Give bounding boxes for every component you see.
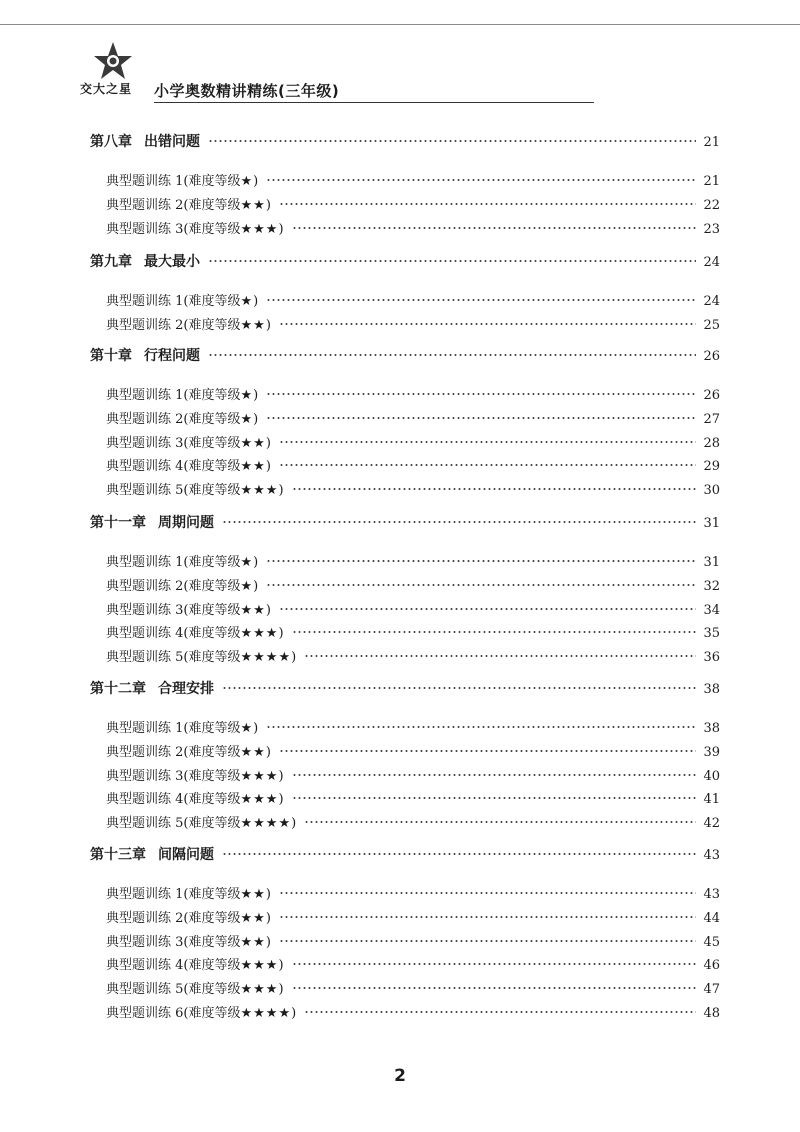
difficulty-stars: ★★ <box>240 603 266 618</box>
dot-leader <box>266 584 696 586</box>
exercise-entry[interactable] <box>106 622 720 641</box>
exercise-entry[interactable] <box>106 978 720 997</box>
difficulty-label: 难度等级 <box>188 935 241 950</box>
chapter-entry[interactable] <box>90 844 720 864</box>
dot-leader <box>292 774 696 776</box>
dot-leader <box>292 797 696 799</box>
exercise-label: 典型题训练 5( <box>106 816 189 831</box>
exercise-page: 25 <box>703 318 720 333</box>
top-rule <box>0 24 800 25</box>
dot-leader <box>266 726 696 728</box>
exercise-close-paren: ) <box>253 294 259 309</box>
exercise-entry[interactable] <box>106 575 720 594</box>
exercise-page: 30 <box>703 483 720 498</box>
exercise-close-paren: ) <box>291 650 297 665</box>
chapter-number: 第九章 <box>90 254 132 270</box>
chapter-number: 第十一章 <box>90 515 146 531</box>
difficulty-label: 难度等级 <box>188 459 241 474</box>
exercise-close-paren: ) <box>278 626 284 641</box>
difficulty-label: 难度等级 <box>188 603 241 618</box>
chapter-title: 周期问题 <box>158 515 214 531</box>
dot-leader <box>304 1011 696 1013</box>
dot-leader <box>279 940 696 942</box>
page-header <box>78 40 518 104</box>
exercise-label: 典型题训练 1( <box>106 887 189 902</box>
exercise-entry[interactable] <box>106 907 720 926</box>
difficulty-label: 难度等级 <box>188 769 241 784</box>
exercise-entry[interactable] <box>106 479 720 498</box>
exercise-close-paren: ) <box>265 745 271 760</box>
dot-leader <box>266 299 696 301</box>
difficulty-label: 难度等级 <box>188 721 241 736</box>
exercise-close-paren: ) <box>278 792 284 807</box>
chapter-page: 24 <box>703 255 720 270</box>
chapter-number: 第八章 <box>90 134 132 150</box>
difficulty-stars: ★ <box>240 721 254 736</box>
page-number: 2 <box>394 1066 406 1086</box>
exercise-entry[interactable] <box>106 384 720 403</box>
difficulty-stars: ★★★★ <box>240 816 292 831</box>
exercise-close-paren: ) <box>253 388 259 403</box>
chapter-entry[interactable] <box>90 251 720 271</box>
exercise-page: 41 <box>703 792 720 807</box>
chapter-entry[interactable] <box>90 345 720 365</box>
exercise-close-paren: ) <box>265 911 271 926</box>
exercise-entry[interactable] <box>106 1002 720 1021</box>
exercise-entry[interactable] <box>106 170 720 189</box>
exercise-label: 典型题训练 1( <box>106 721 189 736</box>
exercise-page: 32 <box>703 579 720 594</box>
exercise-label: 典型题训练 3( <box>106 935 189 950</box>
exercise-label: 典型题训练 4( <box>106 626 189 641</box>
exercise-page: 22 <box>703 198 720 213</box>
chapter-number: 第十章 <box>90 348 132 364</box>
exercise-entry[interactable] <box>106 194 720 213</box>
exercise-page: 24 <box>703 294 720 309</box>
dot-leader <box>304 821 696 823</box>
difficulty-label: 难度等级 <box>188 294 241 309</box>
exercise-label: 典型题训练 3( <box>106 436 189 451</box>
exercise-close-paren: ) <box>278 769 284 784</box>
chapter-title: 合理安排 <box>158 681 214 697</box>
exercise-label: 典型题训练 3( <box>106 222 189 237</box>
difficulty-stars: ★ <box>240 555 254 570</box>
chapter-title: 间隔问题 <box>158 847 214 863</box>
exercise-page: 27 <box>703 412 720 427</box>
dot-leader <box>292 227 696 229</box>
exercise-entry[interactable] <box>106 765 720 784</box>
exercise-label: 典型题训练 2( <box>106 911 189 926</box>
chapter-page: 38 <box>703 682 720 697</box>
difficulty-label: 难度等级 <box>188 792 241 807</box>
exercise-close-paren: ) <box>291 1006 297 1021</box>
brand-name: 交大之星 <box>80 82 133 96</box>
difficulty-stars: ★★ <box>240 436 266 451</box>
exercise-entry[interactable] <box>106 812 720 831</box>
exercise-label: 典型题训练 1( <box>106 174 189 189</box>
exercise-close-paren: ) <box>253 555 259 570</box>
difficulty-label: 难度等级 <box>188 222 241 237</box>
exercise-page: 29 <box>703 459 720 474</box>
difficulty-stars: ★★★ <box>240 222 279 237</box>
exercise-page: 26 <box>703 388 720 403</box>
difficulty-stars: ★★★ <box>240 483 279 498</box>
dot-leader <box>292 488 696 490</box>
exercise-label: 典型题训练 2( <box>106 198 189 213</box>
exercise-close-paren: ) <box>265 198 271 213</box>
chapter-title: 出错问题 <box>144 134 200 150</box>
dot-leader <box>292 631 696 633</box>
dot-leader <box>279 892 696 894</box>
difficulty-label: 难度等级 <box>188 1006 241 1021</box>
exercise-page: 34 <box>703 603 720 618</box>
dot-leader <box>222 853 696 855</box>
exercise-label: 典型题训练 2( <box>106 318 189 333</box>
exercise-page: 23 <box>703 222 720 237</box>
exercise-page: 46 <box>703 958 720 973</box>
exercise-close-paren: ) <box>265 935 271 950</box>
difficulty-label: 难度等级 <box>188 483 241 498</box>
exercise-page: 45 <box>703 935 720 950</box>
exercise-label: 典型题训练 3( <box>106 603 189 618</box>
exercise-entry[interactable] <box>106 455 720 474</box>
exercise-label: 典型题训练 5( <box>106 650 189 665</box>
star-logo-icon <box>92 40 134 82</box>
header-rule <box>154 102 594 103</box>
book-title: 小学奥数精讲精练(三年级) <box>154 82 340 100</box>
difficulty-stars: ★★★★ <box>240 1006 292 1021</box>
dot-leader <box>222 521 696 523</box>
dot-leader <box>266 560 696 562</box>
exercise-entry[interactable] <box>106 954 720 973</box>
exercise-page: 39 <box>703 745 720 760</box>
chapter-number: 第十三章 <box>90 847 146 863</box>
exercise-label: 典型题训练 3( <box>106 769 189 784</box>
exercise-close-paren: ) <box>265 318 271 333</box>
dot-leader <box>279 203 696 205</box>
exercise-entry[interactable] <box>106 218 720 237</box>
exercise-label: 典型题训练 1( <box>106 555 189 570</box>
difficulty-label: 难度等级 <box>188 626 241 641</box>
exercise-page: 31 <box>703 555 720 570</box>
exercise-label: 典型题训练 2( <box>106 579 189 594</box>
exercise-page: 48 <box>703 1006 720 1021</box>
dot-leader <box>279 441 696 443</box>
exercise-label: 典型题训练 4( <box>106 459 189 474</box>
exercise-entry[interactable] <box>106 931 720 950</box>
exercise-close-paren: ) <box>278 222 284 237</box>
difficulty-stars: ★ <box>240 294 254 309</box>
exercise-entry[interactable] <box>106 788 720 807</box>
dot-leader <box>222 687 696 689</box>
exercise-close-paren: ) <box>265 603 271 618</box>
difficulty-stars: ★★★ <box>240 792 279 807</box>
chapter-page: 43 <box>703 848 720 863</box>
exercise-close-paren: ) <box>265 459 271 474</box>
dot-leader <box>279 916 696 918</box>
chapter-page: 31 <box>703 516 720 531</box>
difficulty-label: 难度等级 <box>188 412 241 427</box>
chapter-entry[interactable] <box>90 131 720 151</box>
exercise-page: 47 <box>703 982 720 997</box>
difficulty-stars: ★★ <box>240 318 266 333</box>
exercise-close-paren: ) <box>253 579 259 594</box>
exercise-page: 35 <box>703 626 720 641</box>
exercise-entry[interactable] <box>106 290 720 309</box>
exercise-entry[interactable] <box>106 408 720 427</box>
exercise-entry[interactable] <box>106 599 720 618</box>
difficulty-stars: ★★ <box>240 198 266 213</box>
exercise-entry[interactable] <box>106 741 720 760</box>
difficulty-label: 难度等级 <box>188 911 241 926</box>
chapter-page: 21 <box>703 135 720 150</box>
dot-leader <box>279 750 696 752</box>
difficulty-label: 难度等级 <box>188 198 241 213</box>
difficulty-label: 难度等级 <box>188 982 241 997</box>
exercise-label: 典型题训练 5( <box>106 483 189 498</box>
difficulty-stars: ★ <box>240 579 254 594</box>
dot-leader <box>266 179 696 181</box>
exercise-entry[interactable] <box>106 551 720 570</box>
exercise-page: 28 <box>703 436 720 451</box>
exercise-label: 典型题训练 2( <box>106 412 189 427</box>
difficulty-stars: ★★★ <box>240 982 279 997</box>
difficulty-label: 难度等级 <box>188 436 241 451</box>
exercise-label: 典型题训练 4( <box>106 958 189 973</box>
exercise-entry[interactable] <box>106 646 720 665</box>
dot-leader <box>279 464 696 466</box>
exercise-entry[interactable] <box>106 314 720 333</box>
exercise-label: 典型题训练 2( <box>106 745 189 760</box>
exercise-entry[interactable] <box>106 883 720 902</box>
exercise-close-paren: ) <box>253 174 259 189</box>
exercise-page: 38 <box>703 721 720 736</box>
difficulty-stars: ★ <box>240 388 254 403</box>
exercise-page: 43 <box>703 887 720 902</box>
exercise-label: 典型题训练 6( <box>106 1006 189 1021</box>
exercise-entry[interactable] <box>106 717 720 736</box>
difficulty-label: 难度等级 <box>188 388 241 403</box>
chapter-entry[interactable] <box>90 512 720 532</box>
dot-leader <box>292 963 696 965</box>
dot-leader <box>208 260 696 262</box>
difficulty-stars: ★★ <box>240 745 266 760</box>
exercise-label: 典型题训练 4( <box>106 792 189 807</box>
chapter-number: 第十二章 <box>90 681 146 697</box>
difficulty-stars: ★★★ <box>240 769 279 784</box>
difficulty-stars: ★★ <box>240 935 266 950</box>
exercise-close-paren: ) <box>265 887 271 902</box>
exercise-close-paren: ) <box>253 721 259 736</box>
difficulty-stars: ★ <box>240 412 254 427</box>
difficulty-stars: ★★★ <box>240 626 279 641</box>
difficulty-label: 难度等级 <box>188 650 241 665</box>
dot-leader <box>208 354 696 356</box>
difficulty-stars: ★★ <box>240 459 266 474</box>
difficulty-label: 难度等级 <box>188 555 241 570</box>
chapter-title: 最大最小 <box>144 254 200 270</box>
difficulty-label: 难度等级 <box>188 745 241 760</box>
exercise-label: 典型题训练 1( <box>106 388 189 403</box>
chapter-entry[interactable] <box>90 678 720 698</box>
exercise-page: 44 <box>703 911 720 926</box>
exercise-label: 典型题训练 1( <box>106 294 189 309</box>
dot-leader <box>279 608 696 610</box>
chapter-page: 26 <box>703 349 720 364</box>
dot-leader <box>279 323 696 325</box>
difficulty-stars: ★★★★ <box>240 650 292 665</box>
exercise-entry[interactable] <box>106 432 720 451</box>
dot-leader <box>292 987 696 989</box>
exercise-close-paren: ) <box>278 982 284 997</box>
difficulty-stars: ★ <box>240 174 254 189</box>
difficulty-stars: ★★ <box>240 887 266 902</box>
difficulty-label: 难度等级 <box>188 579 241 594</box>
difficulty-label: 难度等级 <box>188 174 241 189</box>
difficulty-label: 难度等级 <box>188 816 241 831</box>
difficulty-stars: ★★ <box>240 911 266 926</box>
dot-leader <box>266 417 696 419</box>
exercise-close-paren: ) <box>278 958 284 973</box>
difficulty-label: 难度等级 <box>188 958 241 973</box>
exercise-page: 42 <box>703 816 720 831</box>
dot-leader <box>208 140 696 142</box>
exercise-page: 21 <box>703 174 720 189</box>
exercise-close-paren: ) <box>265 436 271 451</box>
difficulty-label: 难度等级 <box>188 318 241 333</box>
exercise-page: 40 <box>703 769 720 784</box>
difficulty-label: 难度等级 <box>188 887 241 902</box>
dot-leader <box>266 393 696 395</box>
chapter-title: 行程问题 <box>144 348 200 364</box>
exercise-close-paren: ) <box>278 483 284 498</box>
exercise-label: 典型题训练 5( <box>106 982 189 997</box>
exercise-close-paren: ) <box>291 816 297 831</box>
dot-leader <box>304 655 696 657</box>
exercise-page: 36 <box>703 650 720 665</box>
exercise-close-paren: ) <box>253 412 259 427</box>
difficulty-stars: ★★★ <box>240 958 279 973</box>
